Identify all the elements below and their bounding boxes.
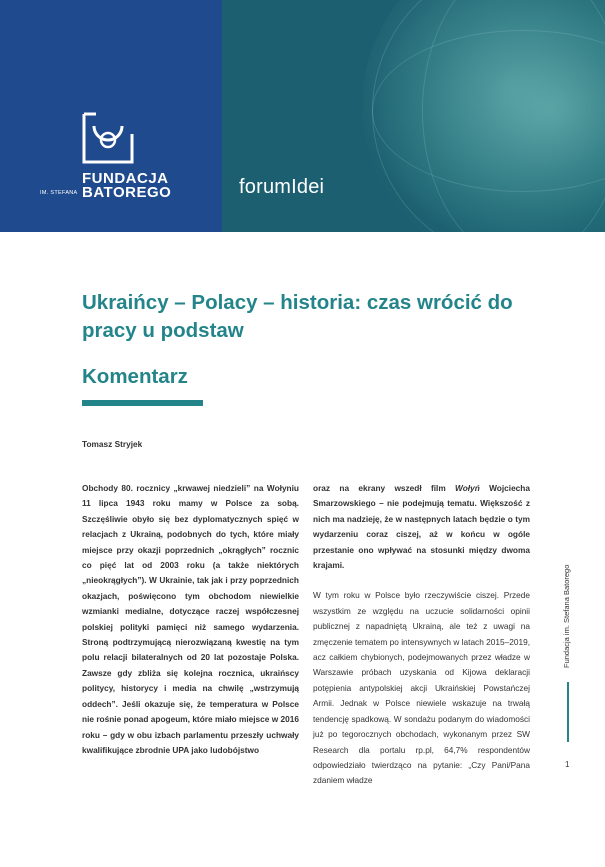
- foundation-logo-icon: [82, 112, 134, 164]
- article-title: Ukraińcy – Polacy – historia: czas wrócić do pracy u podstaw: [82, 291, 513, 342]
- paragraph-gap: [313, 573, 530, 588]
- logo-text-im-stefana: IM. STEFANA: [40, 190, 78, 196]
- body-paragraph: W tym roku w Polsce było rzeczywiście ciszej. Przede wszystkim ze względu na uczucie solidarności opinii publicznej z napadniętą Ukrainą, ale też z uwagi na zmęczenie tematem po intensywnych w latach 2015–2019, acz całkiem chybionych, podejmowanych przez władze w Warszawie próbach uzyskania od Kijowa deklaracji potępienia antypolskiej akcji Ukraińskiej Powstańczej Armii. Jednak w Polsce niewiele wskazuje na trwałą tendencję spadkową. W sondażu podanym do wiadomości już po tegorocznych obchodach, wykonanym przez SW Research dla portalu rp.pl, 64,7% respondentów odpowiedziało twierdząco na pytanie: „Czy Pani/Pana zdaniem władze: [313, 590, 530, 786]
- logo-text-batorego: BATOREGO: [82, 184, 172, 201]
- title-underline: [82, 400, 203, 406]
- side-accent-line: [567, 682, 569, 742]
- article-subtitle: Komentarz: [82, 365, 188, 388]
- page-number: 1: [565, 760, 570, 769]
- header-banner: [0, 0, 605, 232]
- lead-text-pre: oraz na ekrany wszedł film: [313, 483, 456, 493]
- author-name: Tomasz Stryjek: [82, 439, 143, 449]
- side-label-text: Fundacja im. Stefana Batorego: [562, 564, 571, 668]
- side-label: [560, 548, 574, 668]
- text-column-right: [313, 481, 530, 789]
- lead-paragraph-continued: [313, 481, 530, 573]
- lead-paragraph: Obchody 80. rocznicy „krwawej niedzieli” na Wołyniu 11 lipca 1943 roku mamy w Polsce za sobą. Szczęśliwie obyło się bez dyplomatycznych spięć w relacjach z Ukrainą, podobnych do tych, które miały miejsce przy okazji poprzednich „okrągłych” rocznic co pięć lat od 2003 roku (a także niektórych „nieokrągłych”). W Ukrainie, tak jak i przy poprzednich okazjach, poświęcono tym obchodom niewielkie wzmianki medialne, dotyczące raczej współczesnej polskiej polityki pamięci niż samego wydarzenia. Stroną podtrzymującą nierozwiązaną kwestię na tym polu relacji bilateralnych od 20 lat pozostaje Polska. Zawsze gdy zbliża się kolejna rocznica, ukraińscy politycy, historycy i media na chwilę „wstrzymują oddech”. Jeśli okazuje się, że temperatura w Polsce nie rośnie ponad apogeum, które miało miejsce w 2016 roku – gdy w obu izbach parlamentu przeszły uchwały kwalifikujące zbrodnie UPA jako ludobójstwo: [82, 483, 299, 755]
- logo-text-fundacja: FUNDACJA: [82, 170, 169, 187]
- text-column-left: [82, 481, 299, 758]
- lead-text-post: Wojciecha Smarzowskiego – nie podejmują tematu. Większość z nich ma nadzieję, że w następnych latach będzie o tym wydarzeniu coraz ciszej, aż w końcu w ogóle przestanie ono wpływać na stosunki między dwoma krajami.: [313, 483, 530, 571]
- film-title: Wołyń: [455, 483, 480, 493]
- series-name: forumIdei: [239, 176, 325, 198]
- logo-panel: [0, 0, 222, 232]
